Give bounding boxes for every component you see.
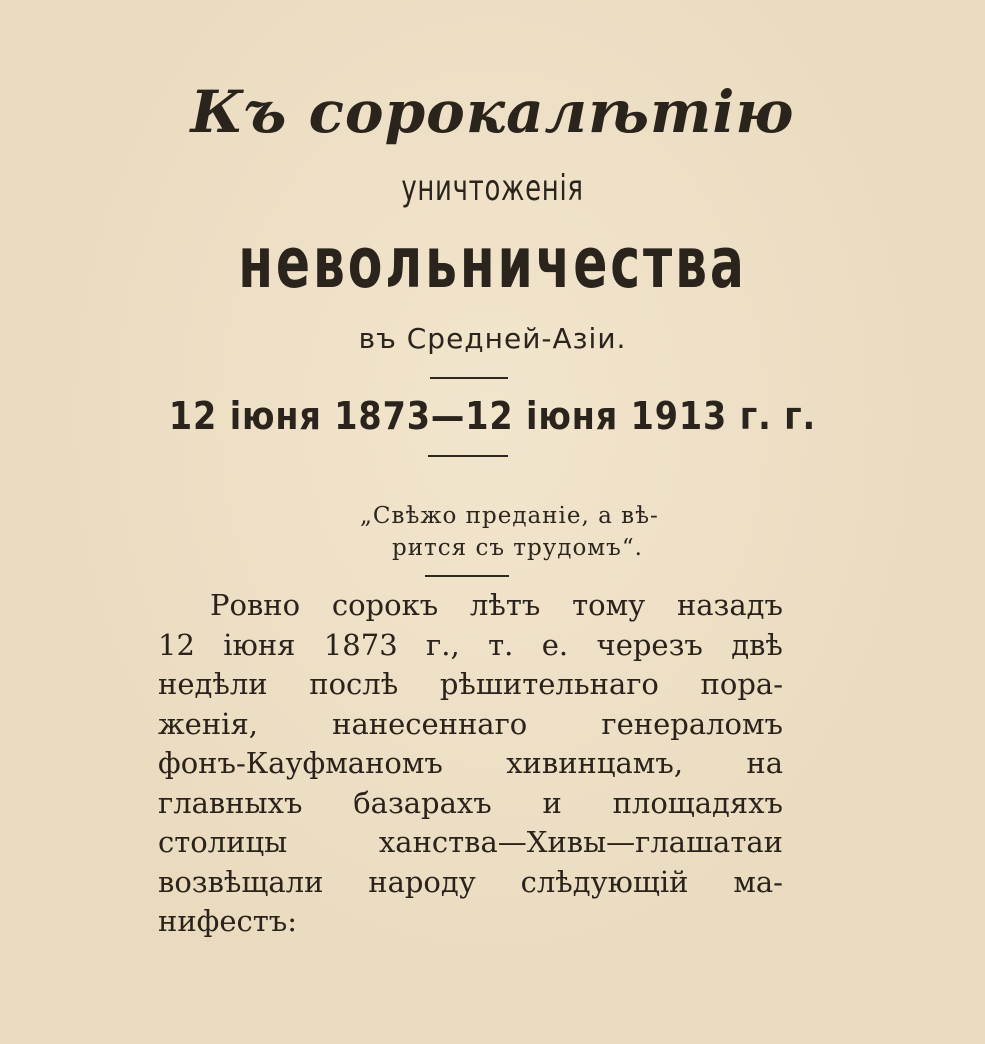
body-line: [158, 825, 783, 859]
body-word: лѣтъ: [469, 588, 541, 622]
body-word: народу: [368, 864, 476, 899]
body-word: двѣ: [731, 627, 783, 662]
epigraph-line-1: „Свѣжо преданіе, а вѣ-: [360, 503, 659, 529]
body-word: Ровно: [210, 588, 301, 622]
body-word: черезъ: [596, 627, 703, 662]
body-word: нанесеннаго: [332, 706, 528, 741]
body-word: женія,: [158, 706, 258, 741]
body-word: іюня: [223, 627, 296, 662]
body-word: слѣдующій: [520, 864, 689, 899]
body-word: генераломъ: [601, 706, 783, 741]
body-line: [158, 786, 783, 820]
body-line: [158, 904, 783, 938]
body-line: [158, 628, 783, 662]
body-word: возвѣщали: [158, 864, 324, 899]
body-line: [158, 667, 783, 701]
body-word: хивинцамъ,: [506, 746, 684, 780]
body-word: недѣли: [158, 667, 268, 701]
body-word: и: [542, 785, 562, 820]
title-line-2: уничтоженія: [401, 168, 584, 209]
body-word: послѣ: [309, 667, 399, 701]
title-line-1: Къ сорокалѣтію: [190, 78, 795, 146]
body-word: столицы: [158, 825, 288, 859]
body-word: т.: [488, 627, 514, 662]
body-word: нифестъ:: [158, 904, 298, 938]
body-word: базарахъ: [353, 785, 492, 820]
body-line: [210, 588, 783, 622]
dates-line: 12 іюня 1873—12 іюня 1913 г. г.: [168, 394, 817, 438]
body-word: назадъ: [676, 588, 783, 622]
divider-rule-3: [425, 575, 509, 577]
body-word: ханства—Хивы—глашатаи: [378, 825, 783, 859]
body-word: ма-: [733, 864, 783, 899]
epigraph-line-2: рится съ трудомъ“.: [392, 535, 643, 561]
body-line: [158, 746, 783, 780]
divider-rule-1: [430, 377, 508, 379]
body-word: площадяхъ: [612, 785, 783, 820]
body-line: [158, 707, 783, 741]
body-word: главныхъ: [158, 785, 303, 820]
body-word: рѣшительнаго: [439, 667, 659, 701]
subtitle: въ Средней-Азіи.: [358, 322, 627, 355]
body-word: сорокъ: [331, 588, 439, 622]
body-word: фонъ-Кауфманомъ: [158, 746, 443, 780]
body-word: на: [746, 746, 783, 780]
body-word: 12: [158, 627, 195, 662]
title-line-3: невольничества: [238, 222, 747, 304]
body-word: 1873: [323, 627, 398, 662]
body-word: пора-: [700, 667, 783, 701]
divider-rule-2: [428, 455, 508, 457]
body-line: [158, 865, 783, 899]
body-word: е.: [541, 627, 569, 662]
body-word: г.,: [426, 627, 460, 662]
body-word: тому: [572, 588, 646, 622]
